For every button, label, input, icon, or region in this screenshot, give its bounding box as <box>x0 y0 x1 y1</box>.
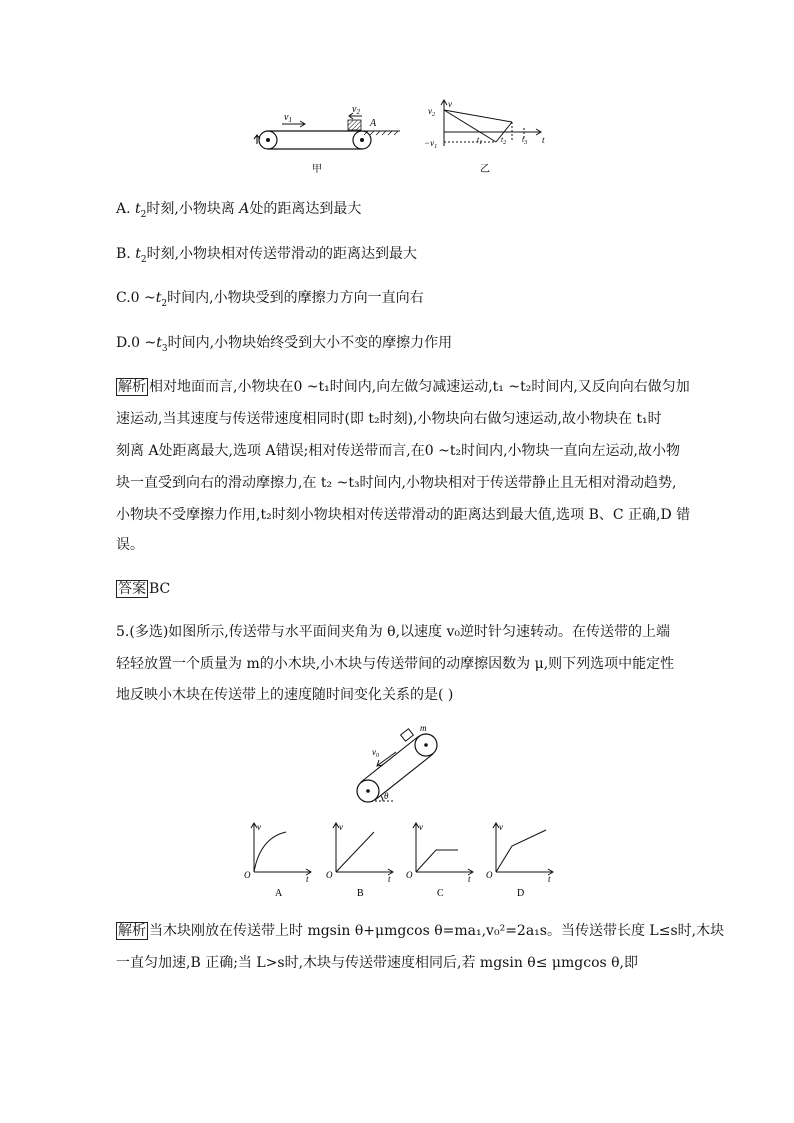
v2-label: $v_2$ <box>352 104 360 116</box>
t3-tick: $t_3$ <box>522 135 528 146</box>
v-axis-label: v <box>448 99 452 109</box>
point-A-label: A <box>370 118 377 129</box>
graph-option-b <box>326 820 398 902</box>
v2-tick: $v_2$ <box>428 106 435 118</box>
mass-label: m <box>420 723 427 733</box>
graph-c-v-label: v <box>419 822 423 832</box>
theta-label: θ <box>384 791 389 801</box>
option-d: D.0 $\sim t_3$时间内,小物块始终受到大小不变的摩擦力作用 <box>116 335 453 354</box>
caption-yi: 乙 <box>480 164 490 175</box>
option-a: A. $t_2$时刻,小物块离 A处的距离达到最大 <box>116 201 362 220</box>
analysis-line-5: 小物块不受摩擦力作用,t₂时刻小物块相对传送带滑动的距离达到最大值,选项 B、C 正确,D 错 <box>116 507 691 523</box>
graph-option-a <box>244 820 316 902</box>
graph-b-v-label: v <box>339 822 343 832</box>
graph-a-t-label: t <box>306 874 309 884</box>
graph-c-t-label: t <box>468 874 471 884</box>
graph-c-label: C <box>437 888 444 899</box>
q5-analysis-tag: 解析 <box>118 923 146 939</box>
t-axis-label: t <box>542 135 545 145</box>
figure-incline-conveyor <box>350 723 450 809</box>
graph-d-origin: O <box>486 870 493 880</box>
figure-vt-graph-yi <box>424 98 554 180</box>
graph-a-v-label: v <box>257 822 261 832</box>
analysis-line-4: 块一直受到向右的滑动摩擦力,在 t₂ ~t₃时间内,小物块相对于传送带静止且无相对滑动趋势, <box>116 475 677 491</box>
answer-tag: 答案 <box>118 581 146 597</box>
v0-label: $v_0$ <box>372 747 379 759</box>
analysis-line-2: 速运动,当其速度与传送带速度相同时(即 t₂时刻),小物块向右做匀速运动,故小物块在 t₁时 <box>116 411 662 427</box>
graph-b-origin: O <box>326 870 333 880</box>
q5-stem-line-3: 地反映小木块在传送带上的速度随时间变化关系的是( ) <box>116 687 454 703</box>
neg-v1-tick: $-v_1$ <box>424 138 438 150</box>
graph-b-t-label: t <box>388 874 391 884</box>
q5-analysis-line-1: 解析 当木块刚放在传送带上时 mgsin θ+μmgcos θ=ma₁,v₀²=2a₁s。当传送带长度 L≤s时,木块 <box>118 923 725 939</box>
answer-value: BC <box>149 581 171 597</box>
t1-tick: $t_1$ <box>477 135 483 146</box>
graph-a-label: A <box>275 888 283 899</box>
t2-tick: $t_2$ <box>501 135 507 146</box>
analysis-line-3: 刻离 A处距离最大,选项 A错误;相对传送带而言,在0 ~t₂时间内,小物块一直向左运动,故小物 <box>116 443 680 459</box>
analysis-tag: 解析 <box>118 379 146 395</box>
graph-option-c <box>406 820 478 902</box>
figure-conveyor-jia <box>250 100 410 180</box>
q5-stem-line-2: 轻轻放置一个质量为 m的小木块,小木块与传送带间的动摩擦因数为 μ,则下列选项中能定性 <box>116 656 675 672</box>
q5-analysis-line-2: 一直匀加速,B 正确;当 L>s时,木块与传送带速度相同后,若 mgsin θ≤ μmgcos θ,即 <box>116 955 639 971</box>
analysis-line-1: 解析 相对地面而言,小物块在0 ~t₁时间内,向左做匀减速运动,t₁ ~t₂时间内,又反向向右做匀加 <box>118 379 690 395</box>
graph-c-origin: O <box>406 870 413 880</box>
option-c: C.0 $\sim t_2$时间内,小物块受到的摩擦力方向一直向右 <box>116 290 424 309</box>
answer-line <box>116 579 170 599</box>
graph-d-t-label: t <box>548 874 551 884</box>
q5-stem-line-1: 5.(多选)如图所示,传送带与水平面间夹角为 θ,以速度 v₀逆时针匀速转动。在传送带的上端 <box>116 624 671 640</box>
v1-label: $v_1$ <box>284 112 292 124</box>
graph-d-v-label: v <box>499 822 503 832</box>
caption-jia: 甲 <box>312 164 322 175</box>
graph-b-label: B <box>357 888 364 899</box>
graph-option-d <box>486 820 558 902</box>
graph-a-origin: O <box>244 870 251 880</box>
graph-d-label: D <box>517 888 525 899</box>
option-b: B. $t_2$时刻,小物块相对传送带滑动的距离达到最大 <box>116 246 418 265</box>
analysis-line-6: 误。 <box>116 537 144 553</box>
